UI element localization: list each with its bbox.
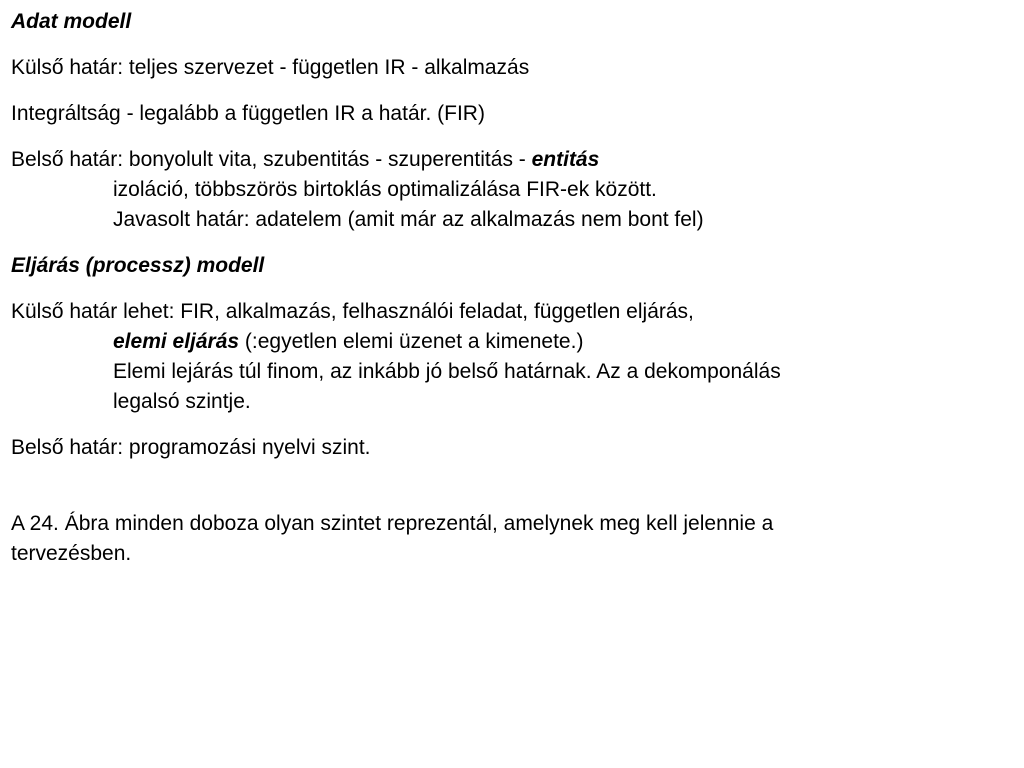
eljaras-elemi-detail-2: legalsó szintje. [113,390,251,413]
abra-line-2: tervezésben. [11,542,132,565]
eljaras-model-heading: Eljárás (processz) modell [11,254,265,277]
eljaras-elemi-text: (:egyetlen elemi üzenet a kimenete.) [239,330,584,353]
adat-model-heading: Adat modell [11,10,132,33]
adat-inner-boundary-emphasis: entitás [531,148,600,171]
eljaras-elemi-detail: Elemi lejárás túl finom, az inkább jó belső határnak. Az a dekomponálás [113,360,781,383]
adat-integration: Integráltság - legalább a független IR a határ. (FIR) [11,102,485,125]
eljaras-elemi-emphasis: elemi eljárás [113,330,240,353]
abra-line-1: A 24. Ábra minden doboza olyan szintet reprezentál, amelynek meg kell jelennie a [11,512,774,535]
eljaras-elemi-line [11,327,1011,357]
adat-outer-boundary: Külső határ: teljes szervezet - független IR - alkalmazás [11,56,530,79]
eljaras-inner-boundary: Belső határ: programozási nyelvi szint. [11,436,371,459]
eljaras-outer-boundary: Külső határ lehet: FIR, alkalmazás, felhasználói feladat, független eljárás, [11,300,694,323]
adat-inner-boundary [11,145,1011,175]
adat-isolation-line: izoláció, többszörös birtoklás optimalizálása FIR-ek között. [113,178,657,201]
document-body [11,7,1011,569]
adat-inner-boundary-text: Belső határ: bonyolult vita, szubentitás - szuperentitás - [11,148,532,171]
adat-suggested-boundary: Javasolt határ: adatelem (amit már az alkalmazás nem bont fel) [113,208,704,231]
